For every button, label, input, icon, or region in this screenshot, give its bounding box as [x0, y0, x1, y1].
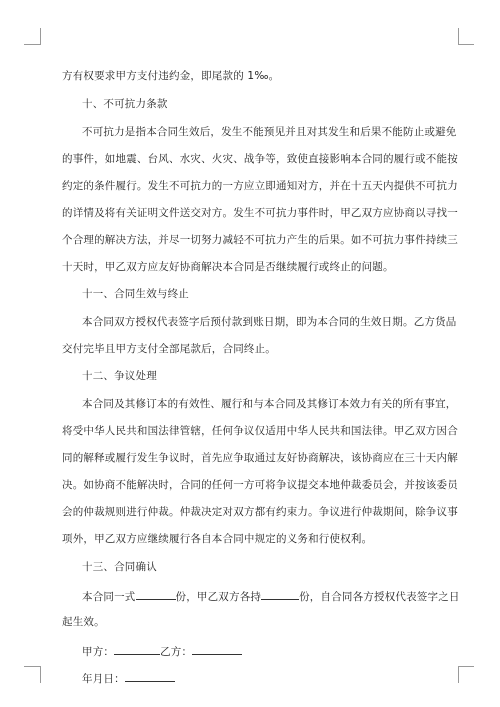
body-line: 方有权要求甲方支付违约金，即尾款的 1‰。	[62, 70, 280, 82]
date-label: 年月日：	[82, 673, 125, 685]
body-line: 将受中华人民共和国法律管辖，任何争议仅适用中华人民共和国法律。甲乙双方因合	[62, 425, 458, 437]
date-blank[interactable]	[125, 670, 175, 682]
crop-mark-bottom-right-h	[458, 666, 474, 667]
crop-mark-bottom-left-h	[24, 666, 40, 667]
body-line: 同的解释或履行发生争议时，首先应争取通过友好协商解决，该协商应在三十天内解	[62, 452, 458, 464]
body-line: 不可抗力是指本合同生效后，发生不能预见并且对其发生和后果不能防止或避免	[82, 126, 457, 138]
section-heading-effect-termination: 十一、合同生效与终止	[82, 288, 189, 300]
section-heading-force-majeure: 十、不可抗力条款	[82, 98, 168, 110]
copies-line	[82, 588, 462, 604]
body-line: 十天时，甲乙双方应友好协商解决本合同是否继续履行或终止的问题。	[62, 261, 394, 273]
crop-mark-bottom-left-v	[40, 666, 41, 683]
body-line: 决。如协商不能解决时，合同的任何一方可将争议提交本地仲裁委员会，并按该委员	[62, 479, 458, 491]
date-line	[82, 670, 462, 686]
crop-mark-top-left-v	[40, 28, 41, 45]
crop-mark-top-right-v	[458, 28, 459, 45]
party-b-label: 乙方：	[160, 646, 193, 658]
party-b-blank[interactable]	[192, 643, 242, 655]
party-a-blank[interactable]	[114, 643, 160, 655]
body-line: 的详情及将有关证明文件送交对方。发生不可抗力事件时，甲乙双方应协商以寻找一	[62, 207, 458, 219]
copies-each-blank[interactable]	[261, 588, 299, 600]
section-heading-confirmation: 十三、合同确认	[82, 561, 157, 573]
party-a-label: 甲方：	[82, 646, 115, 658]
section-heading-dispute: 十二、争议处理	[82, 370, 157, 382]
copies-total-blank[interactable]	[136, 588, 176, 600]
copies-mid: 份，甲乙双方各持	[175, 591, 262, 603]
body-line: 个合理的解决方法，并尽一切努力减轻不可抗力产生的后果。如不可抗力事件持续三	[62, 234, 458, 246]
crop-mark-top-left-h	[24, 44, 40, 45]
body-line: 会的仲裁规则进行仲裁。仲裁决定对双方都有约束力。争议进行仲裁期间，除争议事	[62, 506, 458, 518]
copies-prefix: 本合同一式	[82, 591, 136, 603]
signature-line	[82, 643, 462, 659]
crop-mark-top-right-h	[458, 44, 474, 45]
body-line: 约定的条件履行。发生不可抗力的一方应立即通知对方，并在十五天内提供不可抗力	[62, 180, 458, 192]
effective-line: 起生效。	[62, 616, 105, 628]
body-line: 的事件，如地震、台风、水灾、火灾、战争等，致使直接影响本合同的履行或不能按	[62, 153, 458, 165]
copies-suffix: 份，自合同各方授权代表签字之日	[299, 591, 460, 603]
body-line: 本合同双方授权代表签字后预付款到账日期，即为本合同的生效日期。乙方货品	[82, 316, 457, 328]
body-line: 本合同及其修订本的有效性、履行和与本合同及其修订本效力有关的所有事宜，	[82, 398, 457, 410]
body-line: 交付完毕且甲方支付全部尾款后，合同终止。	[62, 343, 276, 355]
body-line: 项外，甲乙双方应继续履行各自本合同中规定的义务和行使权利。	[62, 533, 373, 545]
